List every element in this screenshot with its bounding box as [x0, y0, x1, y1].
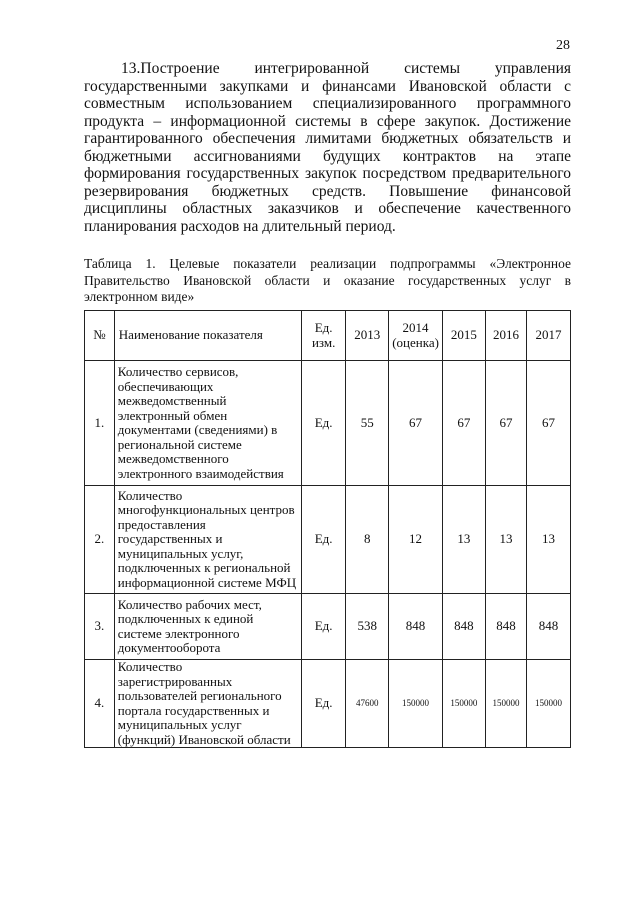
value-2015: 848 — [442, 594, 485, 660]
value-2015: 67 — [442, 361, 485, 486]
row-name: Количество зарегистрированных пользователей регионального портала государственных и муниципальных услуг (функций) Ивановской области — [114, 660, 301, 748]
value-2017: 150000 — [527, 660, 571, 748]
value-2013: 47600 — [346, 660, 389, 748]
row-name: Количество многофункциональных центров предоставления государственных и муниципальных услуг, подключенных к региональной информационной системе МФЦ — [114, 486, 301, 594]
row-num: 1. — [85, 361, 115, 486]
header-num: № — [85, 311, 115, 361]
value-2016: 150000 — [485, 660, 526, 748]
value-2017: 13 — [527, 486, 571, 594]
table-header-row — [85, 311, 571, 361]
value-2015: 13 — [442, 486, 485, 594]
row-unit: Ед. — [301, 594, 345, 660]
row-num: 2. — [85, 486, 115, 594]
row-unit: Ед. — [301, 486, 345, 594]
value-2016: 13 — [485, 486, 526, 594]
indicators-table — [84, 310, 571, 748]
table-row — [85, 660, 571, 748]
header-2013: 2013 — [346, 311, 389, 361]
header-2016: 2016 — [485, 311, 526, 361]
page-number: 28 — [556, 38, 570, 53]
table-row — [85, 594, 571, 660]
value-2016: 67 — [485, 361, 526, 486]
value-2013: 55 — [346, 361, 389, 486]
row-unit: Ед. — [301, 660, 345, 748]
value-2016: 848 — [485, 594, 526, 660]
body-paragraph — [84, 60, 571, 235]
row-num: 3. — [85, 594, 115, 660]
value-2013: 8 — [346, 486, 389, 594]
table-row — [85, 361, 571, 486]
row-unit: Ед. — [301, 361, 345, 486]
table-caption: Таблица 1. Целевые показатели реализации подпрограммы «Электронное Правительство Ивановской области и оказание государственных услуг в электронном виде» — [84, 256, 571, 304]
value-2014: 12 — [389, 486, 443, 594]
value-2014: 150000 — [389, 660, 443, 748]
paragraph-text: интегрированной системы управления государственными закупками и финансами Ивановской области с совместным использованием специализированного программного продукта – информационной системы в сфере закупок. Достижение гарантированного обеспечения лимитами бюджетных обязательств и бюджетными ассигнованиями будущих контрактов на этапе формирования государственных закупок посредством предварительного резервирования бюджетных средств. Повышение финансовой дисциплины областных заказчиков и обеспечение качественного планирования расходов на длительный период. — [84, 60, 571, 235]
table-row — [85, 486, 571, 594]
row-num: 4. — [85, 660, 115, 748]
value-2015: 150000 — [442, 660, 485, 748]
value-2014: 67 — [389, 361, 443, 486]
header-2017: 2017 — [527, 311, 571, 361]
header-name: Наименование показателя — [114, 311, 301, 361]
value-2014: 848 — [389, 594, 443, 660]
paragraph-first-word: 13.Построение — [121, 60, 220, 77]
row-name: Количество рабочих мест, подключенных к единой системе электронного документооборота — [114, 594, 301, 660]
value-2017: 67 — [527, 361, 571, 486]
header-2014: 2014 (оценка) — [389, 311, 443, 361]
value-2017: 848 — [527, 594, 571, 660]
header-unit: Ед. изм. — [301, 311, 345, 361]
header-2015: 2015 — [442, 311, 485, 361]
value-2013: 538 — [346, 594, 389, 660]
row-name: Количество сервисов, обеспечивающих межведомственный электронный обмен документами (сведениями) в региональной системе межведомственного электронного взаимодействия — [114, 361, 301, 486]
